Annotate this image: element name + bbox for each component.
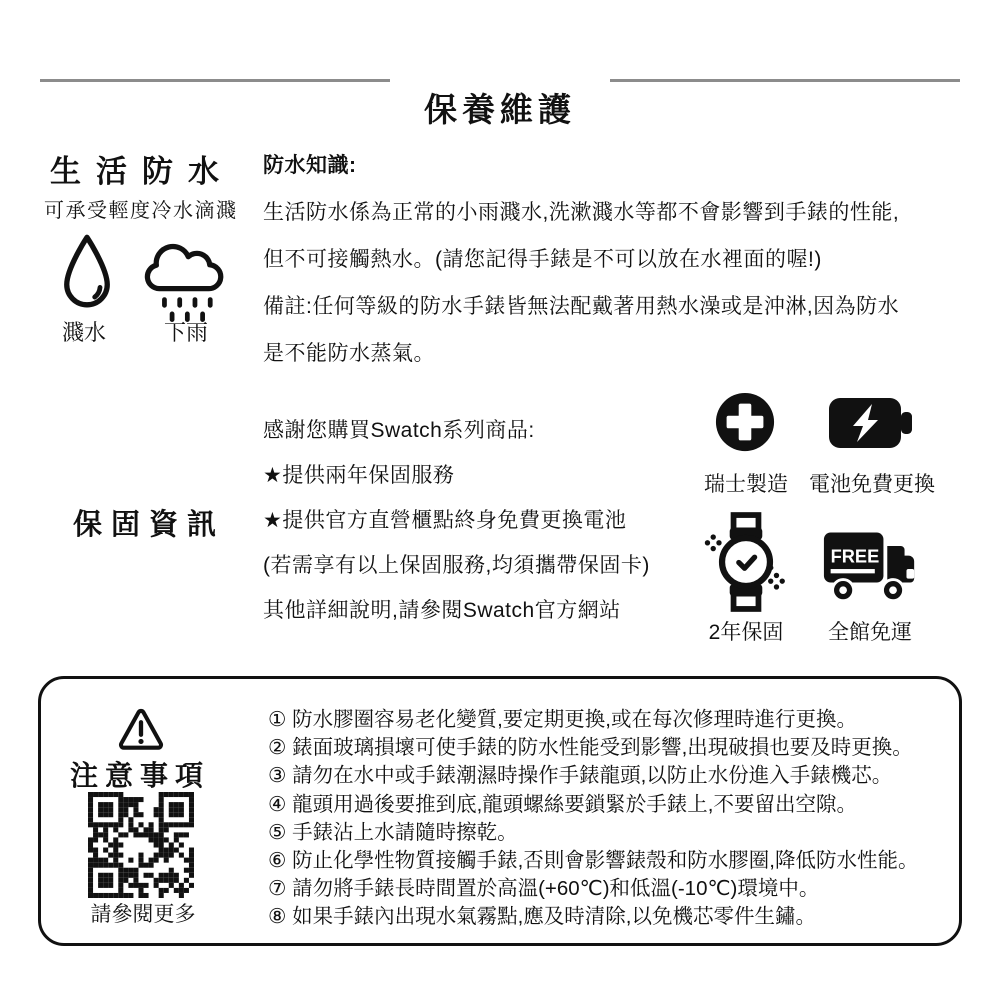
waterproof-paragraph: 生活防水係為正常的小雨濺水,洗漱濺水等都不會影響到手錶的性能, [263, 201, 900, 224]
title-divider-right [610, 79, 960, 82]
rain-label: 下雨 [163, 320, 208, 345]
notice-item: ④ 龍頭用過後要推到底,龍頭螺絲要鎖緊於手錶上,不要留出空隙。 [268, 792, 857, 816]
warning-triangle-icon [116, 706, 166, 752]
notice-item: ⑥ 防止化學性物質接觸手錶,否則會影響錶殼和防水膠圈,降低防水性能。 [268, 849, 919, 873]
page-title: 保養維護 [424, 91, 576, 129]
free-shipping-label: 全館免運 [828, 621, 912, 644]
water-drop-icon [60, 232, 114, 312]
splash-label: 濺水 [61, 320, 106, 345]
notice-item: ⑧ 如果手錶內出現水氣霧點,應及時清除,以免機芯零件生鏽。 [268, 905, 816, 929]
rain-cloud-icon [136, 240, 232, 322]
notice-item: ③ 請勿在水中或手錶潮濕時操作手錶龍頭,以防止水份進入手錶機芯。 [268, 764, 893, 788]
warranty-line: (若需享有以上保固服務,均須攜帶保固卡) [263, 554, 650, 577]
notice-list [268, 706, 968, 932]
title-divider-left [40, 79, 390, 82]
warranty-line: ★提供官方直營櫃點終身免費更換電池 [263, 509, 627, 532]
waterproof-paragraph: 備註:任何等級的防水手錶皆無法配戴著用熱水澡或是沖淋,因為防水 [263, 295, 900, 318]
swiss-cross-icon [714, 391, 776, 453]
swiss-made-label: 瑞士製造 [704, 473, 788, 496]
waterproof-heading: 生活防水 [50, 154, 234, 189]
notice-item: ① 防水膠圈容易老化變質,要定期更換,或在每次修理時進行更換。 [268, 708, 857, 731]
warranty-line: 其他詳細說明,請參閱Swatch官方網站 [263, 599, 621, 622]
watch-warranty-icon [700, 512, 792, 612]
notice-item: ⑤ 手錶沾上水請隨時擦乾。 [268, 820, 518, 844]
waterproof-paragraph: 但不可接觸熱水。(請您記得手錶是不可以放在水裡面的喔!) [263, 248, 822, 271]
waterproof-knowledge-title: 防水知識: [263, 154, 357, 177]
warranty-years-label: 2年保固 [708, 621, 784, 644]
truck-free-text: FREE [830, 545, 880, 567]
battery-icon [828, 397, 914, 449]
waterproof-paragraph: 是不能防水蒸氣。 [263, 342, 435, 365]
notice-item: ② 錶面玻璃損壞可使手錶的防水性能受到影響,出現破損也要及時更換。 [268, 736, 913, 760]
free-shipping-truck-icon [822, 530, 918, 610]
qr-caption: 請參閱更多 [90, 903, 196, 926]
warranty-heading: 保固資訊 [73, 509, 226, 541]
warranty-line: ★提供兩年保固服務 [263, 464, 455, 487]
waterproof-subheading: 可承受輕度冷水滴濺 [44, 200, 238, 222]
notice-item: ⑦ 請勿將手錶長時間置於高溫(+60℃)和低溫(-10℃)環境中。 [268, 877, 820, 901]
qr-code [88, 792, 194, 898]
battery-label: 電池免費更換 [809, 473, 935, 496]
notice-heading: 注意事項 [69, 760, 210, 791]
warranty-line: 感謝您購買Swatch系列商品: [263, 419, 535, 442]
